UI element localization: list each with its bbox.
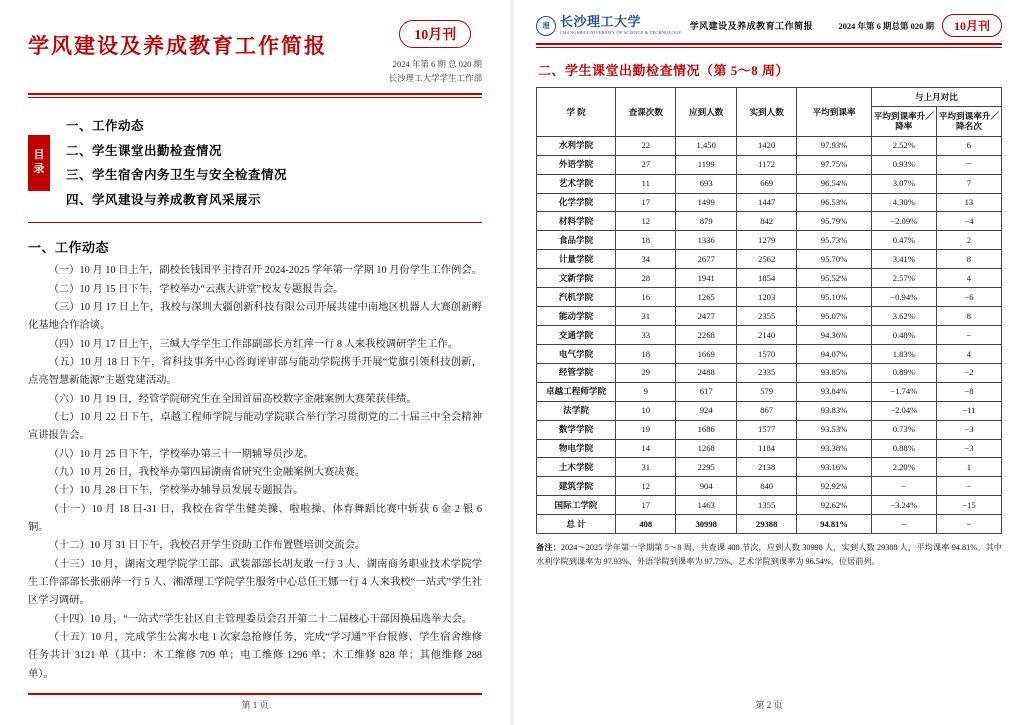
cell-rank-delta: −3 (936, 439, 1001, 458)
cell-rate-delta: 0.73% (871, 420, 936, 439)
cell-rank-delta: −15 (936, 496, 1001, 515)
cell-should: 1463 (676, 496, 736, 515)
table-row (537, 477, 1002, 496)
paragraph: （七）10 月 22 日下午，卓越工程师学院与能动学院联合举行学习贯彻党的二十届三中全会精神宣讲报告会。 (28, 412, 482, 442)
cell-rank-delta: −11 (936, 401, 1001, 420)
footer-divider (28, 693, 482, 695)
cell-rate: 95.52% (797, 269, 871, 288)
section-heading-work-updates: 一、工作动态 (28, 240, 110, 256)
th-rank-delta: 平均到课率升／降名次 (936, 107, 1001, 137)
cell-rate-delta: 3.62% (871, 307, 936, 326)
cell-rate-delta: −1.74% (871, 382, 936, 401)
table-row (537, 250, 1002, 269)
cell-rank-delta: 2 (936, 231, 1001, 250)
table-row (537, 212, 1002, 231)
cell-actual: 29388 (736, 515, 796, 534)
toc-list (66, 114, 482, 212)
cell-rank-delta: 8 (936, 307, 1001, 326)
university-logo (536, 16, 682, 36)
paragraph: （一）10 月 10 日上午，副校长钱国平主持召开 2024-2025 学年第一学期 10 月份学生工作例会。 (48, 265, 482, 277)
cell-rank-delta: 8 (936, 250, 1001, 269)
page2-header (536, 14, 1002, 37)
cell-should: 1686 (676, 420, 736, 439)
table-row (537, 155, 1002, 174)
paragraph: （二）10 月 15 日下午，学校举办“云燕大讲堂”校友专题报告会。 (48, 283, 344, 295)
cell-should: 1199 (676, 155, 736, 174)
paragraph: （五）10 月 18 日下午，省科技事务中心咨询评审部与能动学院携手开展“党旗引领科技创新，点亮智慧新能源”主题党建活动。 (28, 357, 482, 387)
page-number: 第 2 页 (755, 700, 783, 710)
cell-checks: 10 (616, 401, 676, 420)
paragraph: （十四）10 月，“一站式”学生社区自主管理委员会召开第二十二届核心干部因换届选举大会。 (48, 613, 473, 625)
paragraph: （十一）10 月 18 日-31 日，我校在省学生健美操、啦啦操、体育舞蹈比赛中斩获 6 金 2 银 6 铜。 (28, 503, 482, 534)
cell-rate: 93.85% (797, 363, 871, 382)
paragraph: （十）10 月 28 日下午，学校举办辅导员发展专题报告。 (48, 485, 304, 497)
cell-actual: 2355 (736, 307, 796, 326)
cell-college: 建筑学院 (537, 477, 616, 496)
cell-rate-delta: 0.48% (871, 325, 936, 344)
cell-should: 1,450 (676, 136, 736, 155)
toc-item-1: 一、工作动态 (66, 119, 145, 134)
cell-checks: 27 (616, 155, 676, 174)
cell-rate: 93.16% (797, 458, 871, 477)
cell-college: 物电学院 (537, 439, 616, 458)
cell-actual: 1420 (736, 136, 796, 155)
cell-should: 1669 (676, 344, 736, 363)
table-row (537, 136, 1002, 155)
cell-checks: 33 (616, 325, 676, 344)
cell-actual: 867 (736, 401, 796, 420)
cell-college: 艺术学院 (537, 174, 616, 193)
cell-checks: 34 (616, 250, 676, 269)
toc-label-char2: 录 (33, 163, 45, 176)
cell-actual: 2562 (736, 250, 796, 269)
cell-rank-delta: 6 (936, 136, 1001, 155)
cell-rate: 95.10% (797, 288, 871, 307)
table-row (537, 269, 1002, 288)
cell-college: 经管学院 (537, 363, 616, 382)
table-row (537, 439, 1002, 458)
table-row (537, 325, 1002, 344)
cell-should: 2677 (676, 250, 736, 269)
cell-rank-delta: 4 (936, 269, 1001, 288)
cell-college: 材料学院 (537, 212, 616, 231)
paragraph: （十三）10 月，湖南文理学院学工部、武装部部长胡友敢一行 3 人、湖南商务职业技术学院学生工作部部长张丽萍一行 5 人、湘潭理工学院学生服务中心总任王娜一行 4 人来我校“一站式”学生社区学习调研。 (28, 558, 482, 607)
issue-meta (388, 58, 482, 85)
table-of-contents (28, 114, 482, 212)
cell-college: 总 计 (537, 515, 616, 534)
cell-rate: 92.62% (797, 496, 871, 515)
cell-should: 2488 (676, 363, 736, 382)
cell-checks: 29 (616, 363, 676, 382)
cell-checks: 19 (616, 420, 676, 439)
cell-should: 879 (676, 212, 736, 231)
page-number: 第 1 页 (241, 700, 269, 710)
header-divider-thin (28, 97, 482, 98)
table-row (537, 193, 1002, 212)
cell-rate-delta: 2.20% (871, 458, 936, 477)
cell-rate-delta: 1.83% (871, 344, 936, 363)
cell-college: 法学院 (537, 401, 616, 420)
cell-college: 交通学院 (537, 325, 616, 344)
logo-text (560, 16, 682, 35)
cell-actual: 1854 (736, 269, 796, 288)
cell-checks: 17 (616, 193, 676, 212)
university-name: 长沙理工大学 (560, 14, 642, 30)
table-total-row (537, 515, 1002, 534)
th-should: 应到人数 (676, 88, 736, 137)
cell-actual: 579 (736, 382, 796, 401)
cell-rate: 95.79% (797, 212, 871, 231)
cell-rate: 96.54% (797, 174, 871, 193)
attendance-table-body (537, 136, 1002, 533)
cell-rate-delta: 0.88% (871, 439, 936, 458)
cell-rate-delta: −3.24% (871, 496, 936, 515)
cell-rate: 95.07% (797, 307, 871, 326)
table-header-row (537, 88, 1002, 107)
cell-rank-delta: − (936, 515, 1001, 534)
page1-header-right (388, 16, 482, 85)
cell-should: 1265 (676, 288, 736, 307)
paragraph: （九）10 月 26 日，我校举办第四届湖南省研究生金融案例大赛决赛。 (48, 467, 366, 479)
cell-actual: 2140 (736, 325, 796, 344)
cell-should: 2477 (676, 307, 736, 326)
table-row (537, 344, 1002, 363)
cell-rate-delta: 3.07% (871, 174, 936, 193)
cell-rate-delta: 0.47% (871, 231, 936, 250)
cell-should: 1499 (676, 193, 736, 212)
cell-should: 2295 (676, 458, 736, 477)
cell-rate: 92.92% (797, 477, 871, 496)
cell-college: 国际工学院 (537, 496, 616, 515)
cell-actual: 840 (736, 477, 796, 496)
cell-college: 水利学院 (537, 136, 616, 155)
cell-rate: 97.75% (797, 155, 871, 174)
issue-meta-line2: 长沙理工大学学生工作部 (388, 72, 482, 83)
paragraph: （三）10 月 17 日上午，我校与深圳大疆创新科技有限公司开展共建中南地区机器人大赛创新孵化基地合作洽谈。 (28, 302, 482, 332)
cell-college: 土木学院 (537, 458, 616, 477)
header-divider (28, 93, 482, 95)
cell-rate: 95.73% (797, 231, 871, 250)
cell-rate-delta: 2.57% (871, 269, 936, 288)
cell-college: 电气学院 (537, 344, 616, 363)
cell-rate-delta: 2.52% (871, 136, 936, 155)
paragraph: （四）10 月 17 日上午，三缄大学学生工作部副部长方红萍一行 8 人来我校调研学生工作。 (48, 338, 458, 350)
cell-college: 计量学院 (537, 250, 616, 269)
table-row (537, 363, 1002, 382)
cell-rank-delta: −3 (936, 420, 1001, 439)
cell-rank-delta: − (936, 477, 1001, 496)
cell-rate: 93.83% (797, 401, 871, 420)
cell-actual: 1172 (736, 155, 796, 174)
table-row (537, 458, 1002, 477)
cell-rate: 94.36% (797, 325, 871, 344)
cell-checks: 11 (616, 174, 676, 193)
page-2 (514, 0, 1024, 725)
th-college: 学 院 (537, 88, 616, 137)
cell-rate: 94.07% (797, 344, 871, 363)
toc-divider (28, 222, 482, 224)
cell-actual: 842 (736, 212, 796, 231)
cell-rate: 95.70% (797, 250, 871, 269)
table-note-prefix: 备注： (536, 543, 561, 553)
cell-rank-delta: −4 (936, 212, 1001, 231)
table-row (537, 307, 1002, 326)
cell-checks: 17 (616, 496, 676, 515)
cell-rate-delta: − (871, 515, 936, 534)
paragraph: （六）10 月 19 日，经管学院研究生在全国首届高校数字金融案例大赛荣获佳绩。 (48, 393, 417, 405)
header-divider (536, 43, 1002, 45)
table-row (537, 231, 1002, 250)
cell-actual: 1577 (736, 420, 796, 439)
section-heading-attendance: 二、学生课堂出勤检查情况（第 5～8 周） (538, 63, 790, 79)
cell-actual: 1279 (736, 231, 796, 250)
cell-checks: 14 (616, 439, 676, 458)
cell-rate-delta: 3.41% (871, 250, 936, 269)
cell-rate: 96.53% (797, 193, 871, 212)
cell-actual: 1570 (736, 344, 796, 363)
header-issue-text: 2024 年第 6 期总第 020 期 (838, 20, 934, 31)
cell-actual: 1355 (736, 496, 796, 515)
th-checks: 查课次数 (616, 88, 676, 137)
cell-should: 2268 (676, 325, 736, 344)
issue-meta-line1: 2024 年第 6 期 总 020 期 (392, 59, 482, 69)
paragraph: （八）10 月 25 日下午，学校举办第三十一期辅导员沙龙。 (48, 448, 314, 460)
cell-should: 1941 (676, 269, 736, 288)
table-row (537, 401, 1002, 420)
cell-should: 1336 (676, 231, 736, 250)
table-row (537, 288, 1002, 307)
cell-should: 904 (676, 477, 736, 496)
cell-actual: 2138 (736, 458, 796, 477)
toc-item-3: 三、学生宿舍内务卫生与安全检查情况 (66, 168, 288, 183)
cell-rate: 93.84% (797, 382, 871, 401)
toc-item-2: 二、学生课堂出勤检查情况 (66, 143, 223, 158)
cell-checks: 28 (616, 269, 676, 288)
cell-rate-delta: 0.89% (871, 363, 936, 382)
cell-rate-delta: 4.30% (871, 193, 936, 212)
cell-rank-delta: 7 (936, 174, 1001, 193)
header-doc-title: 学风建设及养成教育工作简报 (689, 21, 814, 31)
cell-rank-delta: － (936, 155, 1001, 174)
issue-badge: 10月刊 (399, 20, 471, 48)
cell-rate-delta: 0.93% (871, 155, 936, 174)
table-note (536, 541, 1002, 569)
cell-should: 924 (676, 401, 736, 420)
cell-actual: 1184 (736, 439, 796, 458)
page-1 (0, 0, 510, 725)
university-name-en: CHANGSHA UNIVERSITY OF SCIENCE & TECHNOLOGY (560, 29, 682, 35)
cell-checks: 18 (616, 231, 676, 250)
cell-checks: 31 (616, 458, 676, 477)
cell-college: 能动学院 (537, 307, 616, 326)
toc-label-char1: 目 (33, 149, 45, 162)
university-seal-icon: 理 (536, 16, 556, 36)
cell-rank-delta: 13 (936, 193, 1001, 212)
cell-rank-delta: −8 (936, 382, 1001, 401)
paragraph: （十五）10 月，完成学生公寓水电 1 次家急抢修任务，完成“学习通”平台报修、学生宿舍维修任务共计 3121 单（其中：木工维修 709 单；电工维修 1296 单；木工维修 828 单；其他维修 288 单）。 (28, 632, 482, 680)
page1-header (28, 16, 482, 85)
cell-checks: 12 (616, 477, 676, 496)
cell-rank-delta: −6 (936, 288, 1001, 307)
cell-checks: 31 (616, 307, 676, 326)
cell-college: 食品学院 (537, 231, 616, 250)
cell-checks: 12 (616, 212, 676, 231)
cell-college: 文新学院 (537, 269, 616, 288)
cell-should: 617 (676, 382, 736, 401)
cell-rank-delta: 1 (936, 458, 1001, 477)
cell-checks: 22 (616, 136, 676, 155)
cell-rate: 93.53% (797, 420, 871, 439)
cell-rate: 94.81% (797, 515, 871, 534)
cell-rank-delta: −2 (936, 363, 1001, 382)
cell-should: 693 (676, 174, 736, 193)
cell-rate-delta: − (871, 477, 936, 496)
cell-rate: 97.93% (797, 136, 871, 155)
toc-label (28, 135, 50, 191)
table-note-text: 2024～2025 学年第一学期第 5～8 周，共查课 408 节次，应到人数 30998 人，实到人数 29388 人，平均课率 94.81%。其中水利学院到课率为 97.93%、外语学院到课率为 97.75%、艺术学院到课率为 96.54%，位居前列。 (536, 543, 1002, 567)
table-row (537, 382, 1002, 401)
cell-rank-delta: − (936, 325, 1001, 344)
cell-rate-delta: −0.94% (871, 288, 936, 307)
cell-rate-delta: −2.09% (871, 212, 936, 231)
header-divider-thin (536, 47, 1002, 48)
cell-checks: 16 (616, 288, 676, 307)
page-title: 学风建设及养成教育工作简报 (28, 33, 327, 58)
cell-rate: 93.38% (797, 439, 871, 458)
paragraph: （十二）10 月 31 日下午，我校召开学生资助工作布置暨培训交流会。 (48, 540, 366, 552)
cell-college: 化学学院 (537, 193, 616, 212)
cell-checks: 408 (616, 515, 676, 534)
th-rate-delta: 平均到课率升／降率 (871, 107, 936, 137)
cell-checks: 9 (616, 382, 676, 401)
cell-college: 卓越工程师学院 (537, 382, 616, 401)
cell-college: 汽机学院 (537, 288, 616, 307)
cell-actual: 1203 (736, 288, 796, 307)
cell-checks: 18 (616, 344, 676, 363)
cell-actual: 669 (736, 174, 796, 193)
attendance-table (536, 87, 1002, 534)
issue-badge: 10月刊 (942, 14, 1002, 37)
table-row (537, 496, 1002, 515)
cell-college: 外语学院 (537, 155, 616, 174)
th-rate: 平均到课率 (797, 88, 871, 137)
cell-rank-delta: 4 (936, 344, 1001, 363)
cell-rate-delta: −2.04% (871, 401, 936, 420)
th-actual: 实到人数 (736, 88, 796, 137)
cell-college: 数学学院 (537, 420, 616, 439)
table-row (537, 174, 1002, 193)
cell-should: 1268 (676, 439, 736, 458)
cell-should: 30998 (676, 515, 736, 534)
th-compare-group: 与上月对比 (871, 88, 1001, 107)
cell-actual: 1447 (736, 193, 796, 212)
cell-actual: 2335 (736, 363, 796, 382)
toc-item-4: 四、学风建设与养成教育风采展示 (66, 192, 262, 207)
table-row (537, 420, 1002, 439)
